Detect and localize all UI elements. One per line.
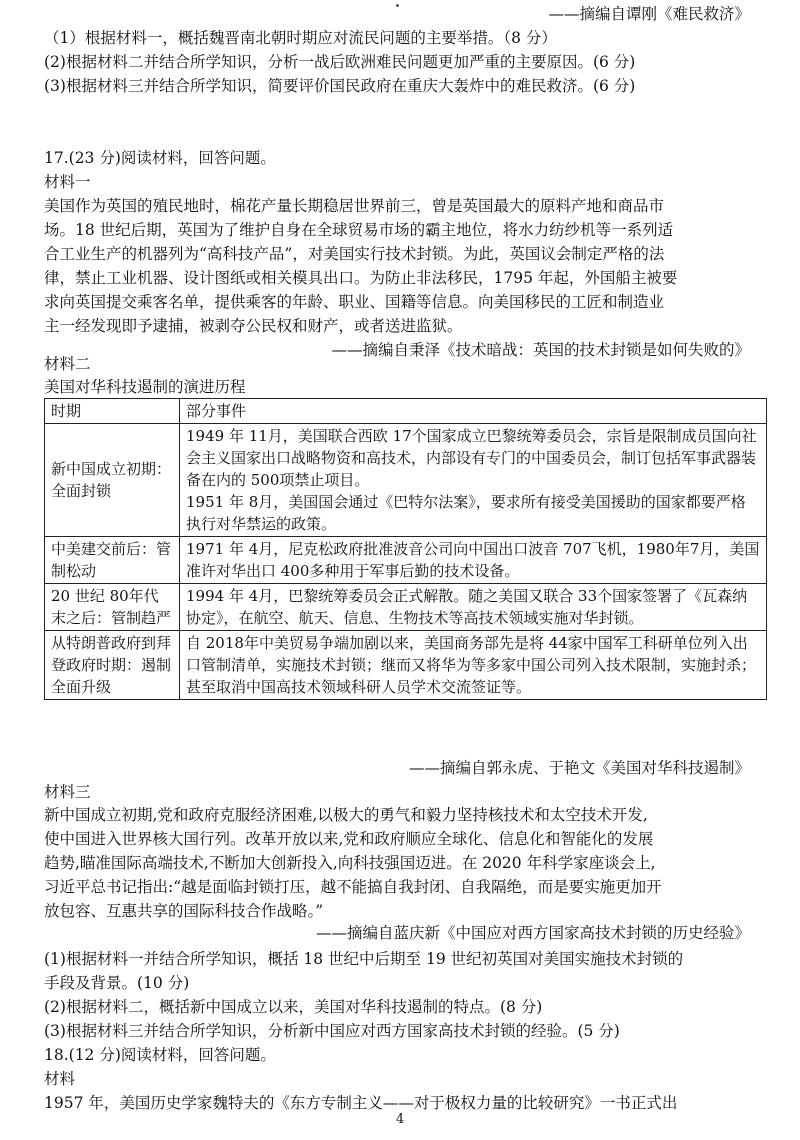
source-citation: ——摘编自蓝庆新《中国应对西方国家高技术封锁的历史经验》 xyxy=(315,924,750,942)
material-label: 材料三 xyxy=(44,783,91,801)
material-text: 习近平总书记指出:“越是面临封锁打压，越不能搞自我封闭、自我隔绝，而是要实施更加开 xyxy=(44,878,662,896)
event-text: 1994 年 4月，巴黎统筹委员会正式解散。随之美国又联合 33个国家签署了《瓦森纳协定》，在航空、航天、信息、生物技术等高技术领域实施对华封锁。 xyxy=(186,587,748,627)
events-cell xyxy=(180,424,767,537)
event-text: 1951 年 8月，美国国会通过《巴特尔法案》，要求所有接受美国援助的国家都要严格执行对华禁运的政策。 xyxy=(186,493,746,533)
question-line: (2)根据材料二，概括新中国成立以来，美国对华科技遏制的特点。(8 分) xyxy=(44,998,543,1016)
material-text: 主一经发现即予逮捕，被剥夺公民权和财产，或者送进监狱。 xyxy=(44,317,463,335)
material-text: 美国作为英国的殖民地时，棉花产量长期稳居世界前三，曾是英国最大的原料产地和商品市 xyxy=(44,197,665,215)
material-text: 求向英国提交乘客名单，提供乘客的年龄、职业、国籍等信息。向美国移民的工匠和制造业 xyxy=(44,293,665,311)
material-text: 新中国成立初期,党和政府克服经济困难,以极大的勇气和毅力坚持核技术和太空技术开发, xyxy=(44,806,648,824)
material-text: 放包容、互惠共享的国际科技合作战略。” xyxy=(44,902,324,920)
table-row xyxy=(45,537,767,584)
question-line: (3)根据材料三并结合所学知识，分析新中国应对西方国家高技术封锁的经验。(5 分) xyxy=(44,1022,620,1040)
events-cell xyxy=(180,537,767,584)
scan-dot xyxy=(396,4,399,7)
events-cell xyxy=(180,631,767,700)
table-header-row xyxy=(45,399,767,424)
question-heading: 18.(12 分)阅读材料，回答问题。 xyxy=(44,1046,276,1064)
events-cell xyxy=(180,584,767,631)
table-row xyxy=(45,424,767,537)
question-line: (1)根据材料一并结合所学知识，概括 18 世纪中后期至 19 世纪初英国对美国实施技术封锁的 xyxy=(44,950,684,968)
table-row xyxy=(45,584,767,631)
source-citation: ——摘编自郭永虎、于艳文《美国对华科技遏制》 xyxy=(408,759,750,777)
material-text: 合工业生产的机器列为“高科技产品”，对美国实行技术封锁。为此，英国议会制定严格的法 xyxy=(44,245,665,263)
material-label: 材料 xyxy=(44,1070,76,1088)
table-title: 美国对华科技遏制的演进历程 xyxy=(44,378,246,396)
material-text: 场。18 世纪后期，英国为了维护自身在全球贸易市场的霸主地位，将水力纺纱机等一系列适 xyxy=(44,221,674,239)
event-text: 1949 年 11月，美国联合西欧 17个国家成立巴黎统筹委员会，宗旨是限制成员国向社会主义国家出口战略物资和高技术，内部设有专门的中国委员会，制订包括军事武器装备在内的 500项禁止项目。 xyxy=(186,427,757,489)
question-line: （1）根据材料一，概括魏晋南北朝时期应对流民问题的主要举措。（8 分） xyxy=(44,29,557,47)
page-number: 4 xyxy=(395,1112,405,1127)
period-cell: 新中国成立初期：全面封锁 xyxy=(45,424,180,537)
event-text: 1971 年 4月，尼克松政府批准波音公司向中国出口波音 707飞机，1980年7月，美国准许对华出口 400多种用于军事后勤的技术设备。 xyxy=(186,540,760,580)
material-text: 趋势,瞄准国际高端技术,不断加大创新投入,向科技强国迈进。在 2020 年科学家座谈会上, xyxy=(44,854,656,872)
table-header: 时期 xyxy=(45,399,180,424)
period-cell: 中美建交前后：管制松动 xyxy=(45,537,180,584)
table-row xyxy=(45,631,767,700)
period-cell: 从特朗普政府到拜登政府时期：遏制全面升级 xyxy=(45,631,180,700)
question-line: (2)根据材料二并结合所学知识，分析一战后欧洲难民问题更加严重的主要原因。(6 分) xyxy=(44,53,636,71)
material-label: 材料一 xyxy=(44,173,91,191)
material-text: 律，禁止工业机器、设计图纸或相关模具出口。为防止非法移民，1795 年起，外国船主被要 xyxy=(44,269,678,287)
material-label: 材料二 xyxy=(44,355,91,373)
source-citation: ——摘编自谭刚《难民救济》 xyxy=(548,5,750,23)
question-heading: 17.(23 分)阅读材料，回答问题。 xyxy=(44,149,276,167)
period-cell: 20 世纪 80年代末之后：管制趋严 xyxy=(45,584,180,631)
material-text: 使中国进入世界核大国行列。改革开放以来,党和政府顺应全球化、信息化和智能化的发展 xyxy=(44,830,654,848)
question-line: 手段及背景。(10 分) xyxy=(44,974,190,992)
tech-containment-table xyxy=(44,398,767,700)
material-text: 1957 年，美国历史学家魏特夫的《东方专制主义——对于极权力量的比较研究》一书正式出 xyxy=(44,1094,678,1112)
table-header: 部分事件 xyxy=(180,399,767,424)
event-text: 自 2018年中美贸易争端加剧以来，美国商务部先是将 44家中国军工科研单位列入出口管制清单，实施技术封锁；继而又将华为等多家中国公司列入技术限制，实施封杀；甚至取消中国高技术领域科研人员学术交流签证等。 xyxy=(186,634,757,696)
source-citation: ——摘编自秉泽《技术暗战：英国的技术封锁是如何失败的》 xyxy=(331,341,750,359)
question-line: (3)根据材料三并结合所学知识，简要评价国民政府在重庆大轰炸中的难民救济。(6 分) xyxy=(44,77,636,95)
